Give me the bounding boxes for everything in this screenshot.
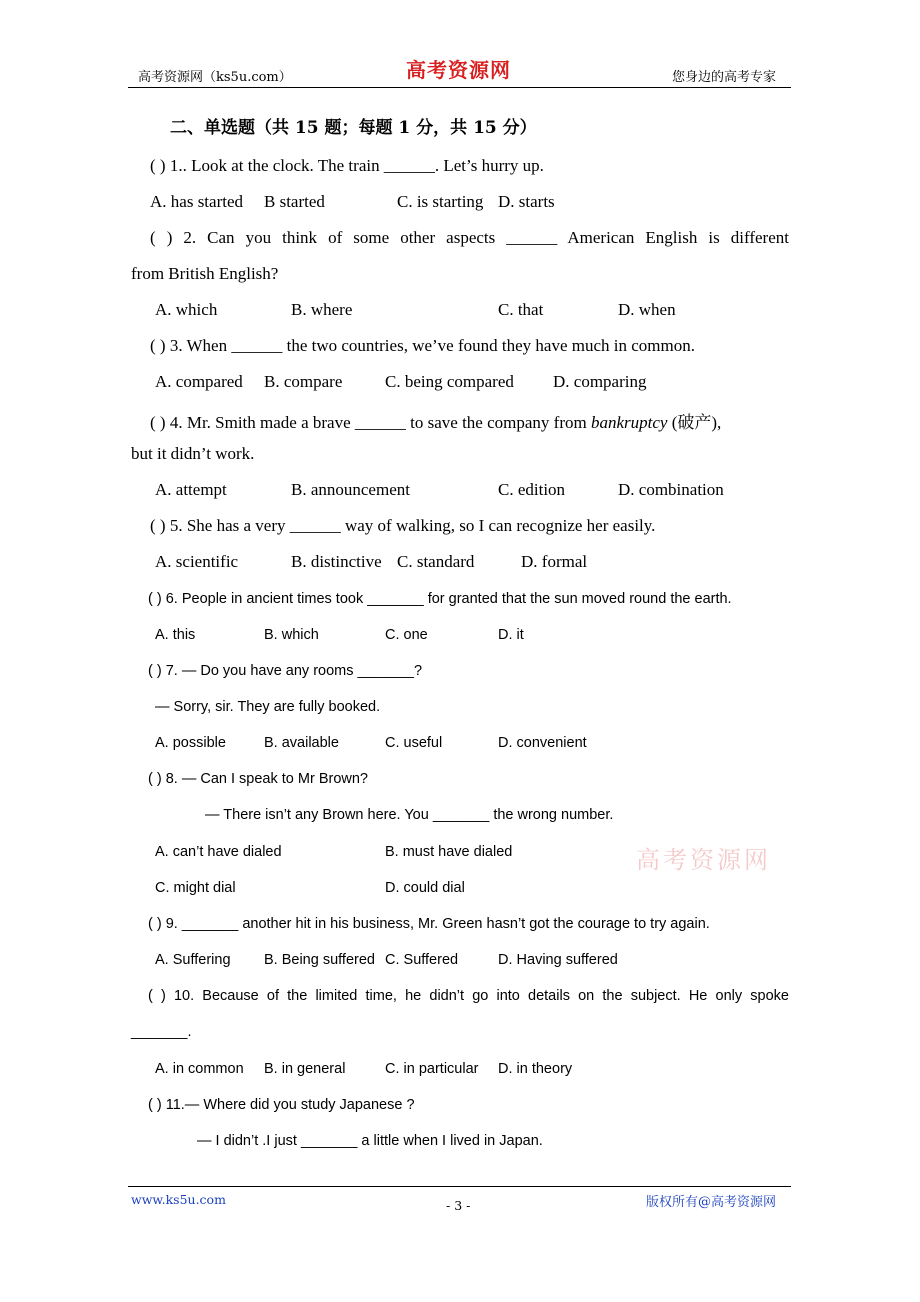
q9-option-d: D. Having suffered xyxy=(498,952,618,968)
header-rule xyxy=(128,87,791,88)
q6-stem: ( ) 6. People in ancient times took _______ for granted that the sun moved round the earth. xyxy=(148,591,732,607)
footer-rule xyxy=(128,1186,791,1187)
q3-option-d: D. comparing xyxy=(553,372,647,391)
q2-stem-line1: ( ) 2. Can you think of some other aspects ______ American English is different xyxy=(150,228,789,247)
q2-stem-line2: from British English? xyxy=(131,264,279,283)
q11-reply: — I didn’t .I just _______ a little when I lived in Japan. xyxy=(197,1133,543,1149)
q1-option-a: A. has started xyxy=(150,192,244,211)
q3-option-c: C. being compared xyxy=(385,372,514,391)
q5-options xyxy=(155,552,588,572)
q10-option-a: A. in common xyxy=(155,1061,244,1077)
q4-stem-italic: bankruptcy xyxy=(590,413,668,432)
q1-stem: ( ) 1.. Look at the clock. The train ______. Let’s hurry up. xyxy=(150,156,544,175)
q2-options xyxy=(155,300,676,320)
page-number: - 3 - xyxy=(446,1198,471,1213)
q1-option-c: C. is starting xyxy=(397,192,484,211)
q6-option-a: A. this xyxy=(155,627,196,643)
q4-stem-line1 xyxy=(150,408,721,433)
q4-option-d: D. combination xyxy=(618,480,724,499)
q3-stem: ( ) 3. When ______ the two countries, we’ve found they have much in common. xyxy=(150,336,695,355)
q6-option-d: D. it xyxy=(498,627,524,643)
q11-stem: ( ) 11.— Where did you study Japanese ? xyxy=(148,1097,415,1113)
q1-options xyxy=(150,192,555,212)
q4-stem-post: (破产), xyxy=(667,413,722,432)
q7-option-d: D. convenient xyxy=(498,735,587,751)
footer-left-link[interactable]: www.ks5u.com xyxy=(131,1192,226,1207)
q1-option-b: B started xyxy=(264,192,325,211)
q6-options xyxy=(155,627,524,643)
q4-option-a: A. attempt xyxy=(155,480,227,499)
q9-stem: ( ) 9. _______ another hit in his business, Mr. Green hasn’t got the courage to try again. xyxy=(148,916,710,932)
q9-options xyxy=(155,952,618,968)
q6-option-c: C. one xyxy=(385,627,428,643)
q9-option-c: C. Suffered xyxy=(385,952,459,968)
q4-option-b: B. announcement xyxy=(291,480,410,499)
q8-option-b: B. must have dialed xyxy=(385,844,513,860)
q5-stem: ( ) 5. She has a very ______ way of walking, so I can recognize her easily. xyxy=(150,516,656,535)
q8-option-a: A. can’t have dialed xyxy=(155,844,282,860)
q7-option-a: A. possible xyxy=(155,735,226,751)
section-title: 二、单选题（共 15 题；每题 1 分，共 15 分） xyxy=(170,118,537,138)
q7-option-b: B. available xyxy=(264,735,339,751)
q2-option-b: B. where xyxy=(291,300,353,319)
q10-option-b: B. in general xyxy=(264,1061,346,1077)
watermark: 高考资源网 xyxy=(636,846,771,874)
header-left-text: 高考资源网（ks5u.com） xyxy=(138,70,292,85)
q2-option-d: D. when xyxy=(618,300,676,319)
q2-option-c: C. that xyxy=(498,300,544,319)
q3-options xyxy=(155,372,647,392)
q8-stem: ( ) 8. — Can I speak to Mr Brown? xyxy=(148,771,368,787)
q10-option-c: C. in particular xyxy=(385,1061,479,1077)
q9-option-b: B. Being suffered xyxy=(264,952,375,968)
q8-option-d: D. could dial xyxy=(385,880,465,896)
q7-reply: — Sorry, sir. They are fully booked. xyxy=(155,699,381,715)
q5-option-a: A. scientific xyxy=(155,552,239,571)
q10-options xyxy=(155,1061,573,1077)
header-logo: 高考资源网 xyxy=(406,58,511,82)
footer-right-text: 版权所有@高考资源网 xyxy=(646,1195,777,1210)
q8-option-c: C. might dial xyxy=(155,880,236,896)
q5-option-b: B. distinctive xyxy=(291,552,382,571)
q9-option-a: A. Suffering xyxy=(155,952,231,968)
q4-stem-line2: but it didn’t work. xyxy=(131,444,255,463)
q7-options xyxy=(155,735,587,751)
q3-option-b: B. compare xyxy=(264,372,343,391)
header-right-text: 您身边的高考专家 xyxy=(672,70,777,85)
q7-option-c: C. useful xyxy=(385,735,443,751)
q1-option-d: D. starts xyxy=(498,192,555,211)
q4-option-c: C. edition xyxy=(498,480,566,499)
q10-stem-line1: ( ) 10. Because of the limited time, he didn’t go into details on the subject. He only spoke xyxy=(148,988,789,1004)
q5-option-d: D. formal xyxy=(521,552,588,571)
q4-stem-pre: ( ) 4. Mr. Smith made a brave ______ to save the company from xyxy=(150,413,591,432)
q4-options xyxy=(155,480,724,500)
q7-stem: ( ) 7. — Do you have any rooms _______? xyxy=(148,663,423,679)
q5-option-c: C. standard xyxy=(397,552,475,571)
q10-option-d: D. in theory xyxy=(498,1061,573,1077)
q8-reply: — There isn’t any Brown here. You _______ the wrong number. xyxy=(205,807,614,823)
q10-stem-line2: _______. xyxy=(131,1024,192,1040)
q2-option-a: A. which xyxy=(155,300,218,319)
q3-option-a: A. compared xyxy=(155,372,243,391)
q6-option-b: B. which xyxy=(264,627,319,643)
